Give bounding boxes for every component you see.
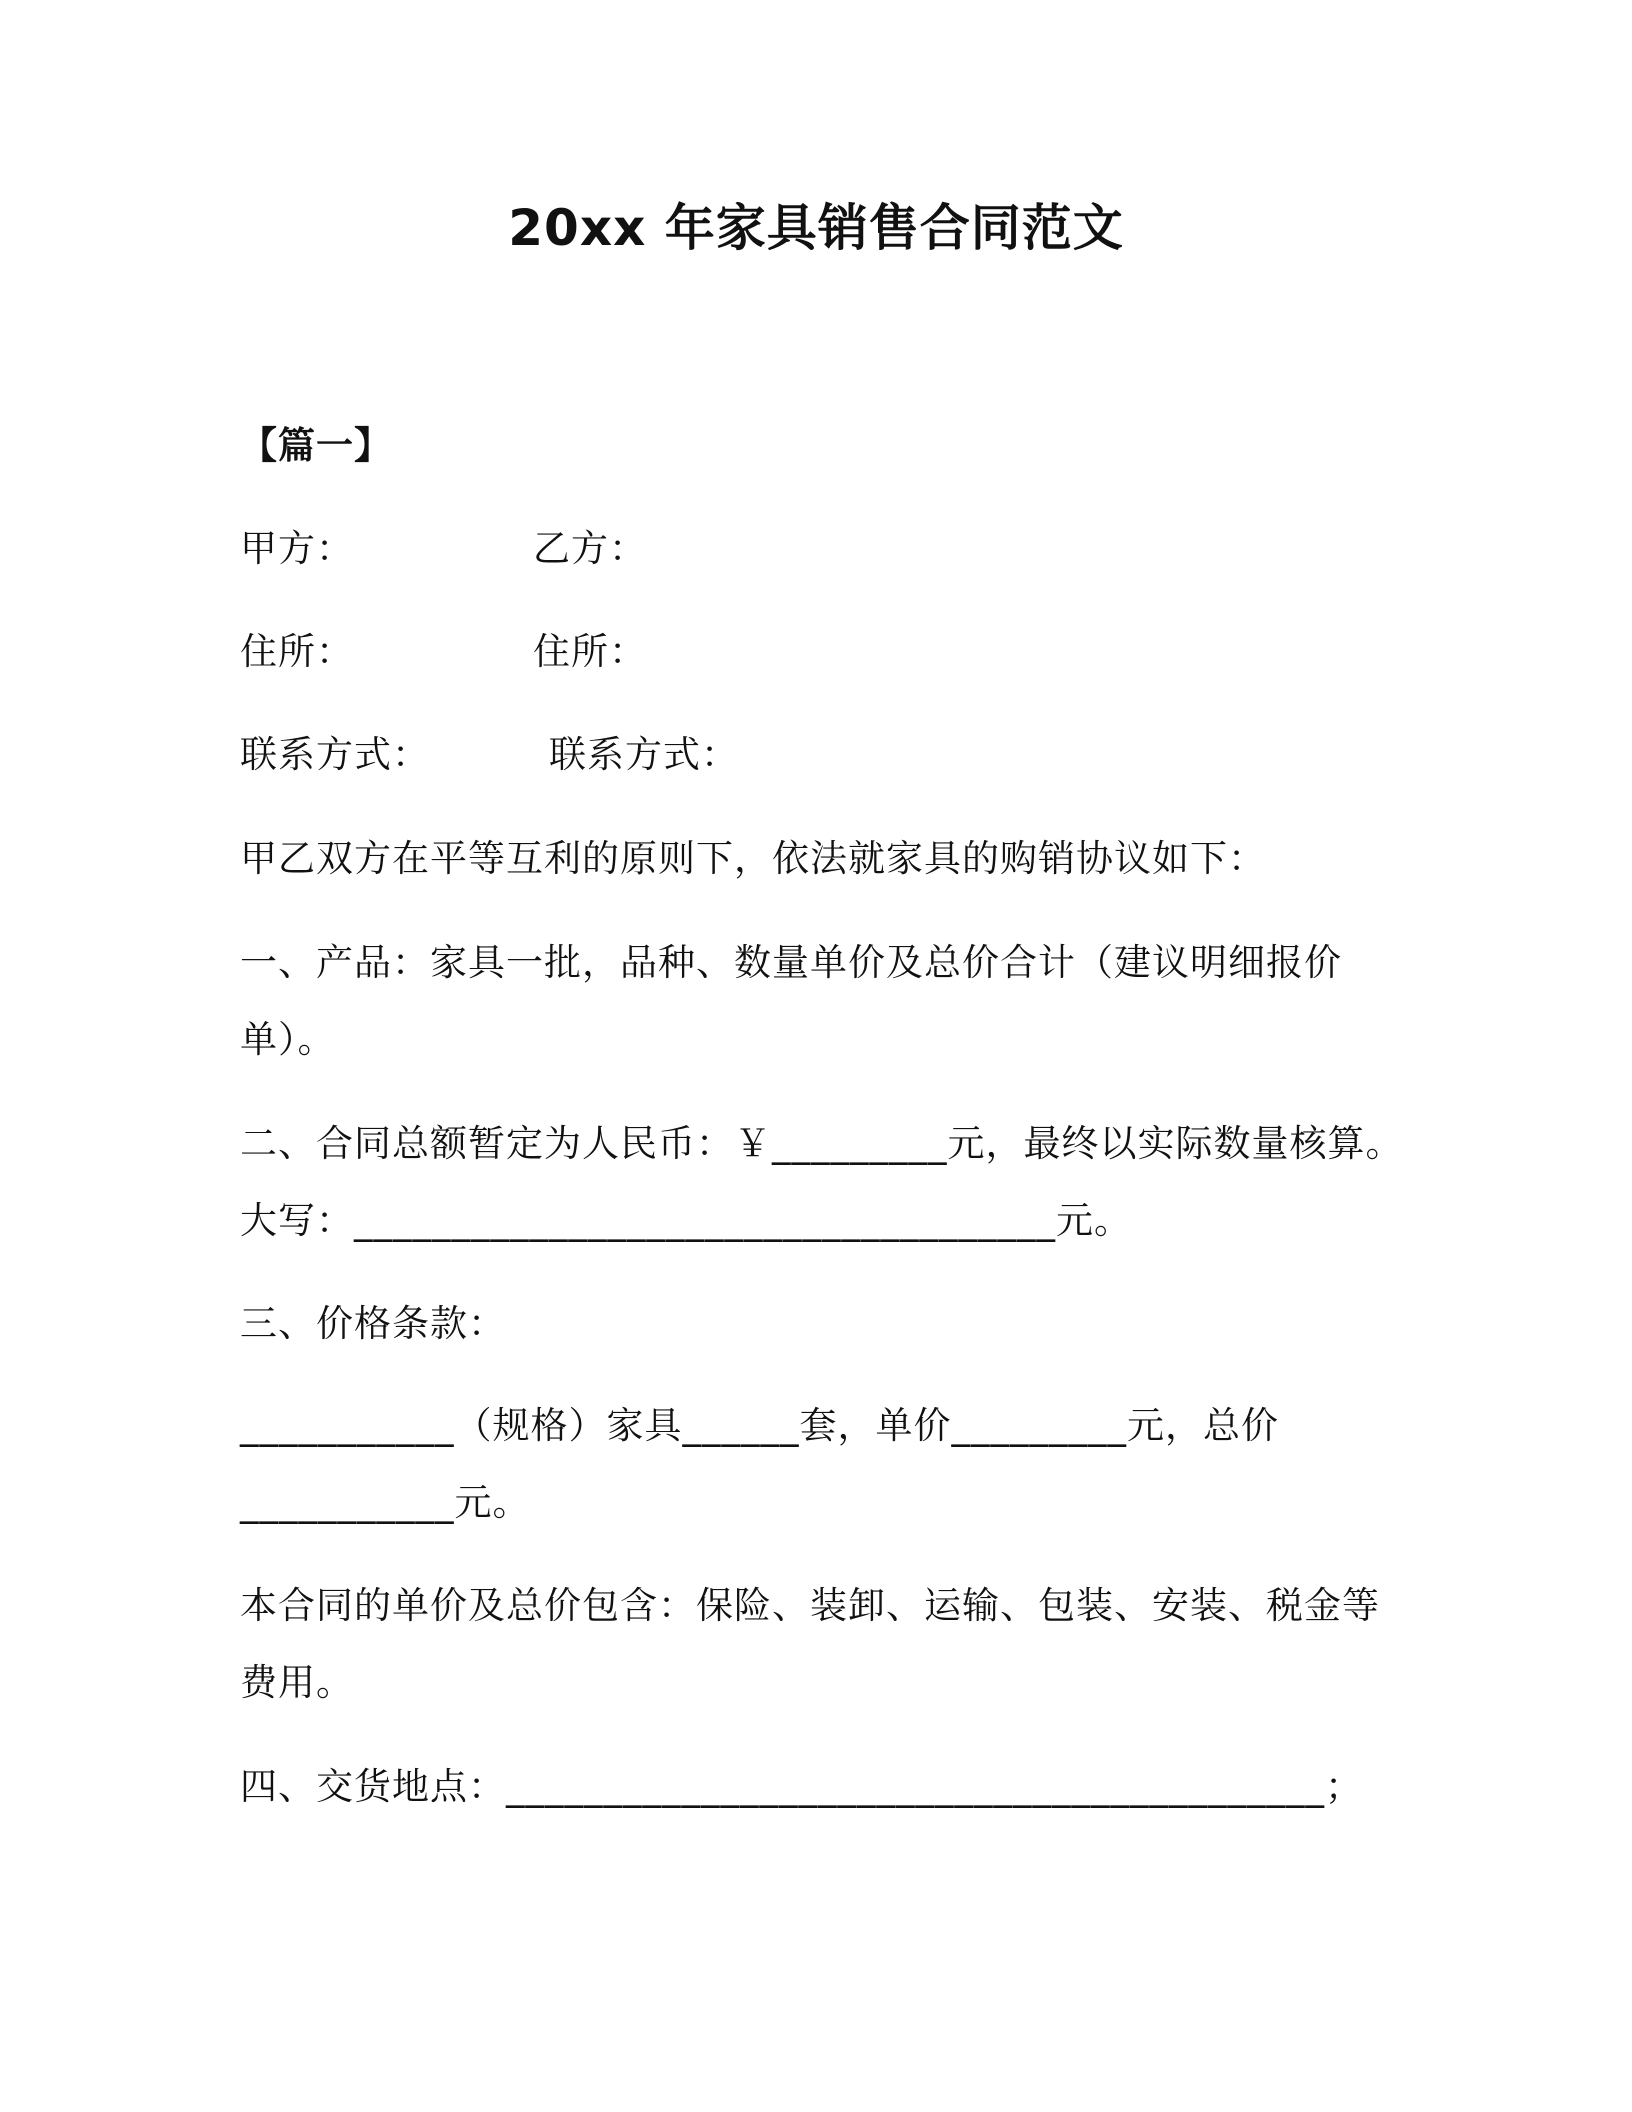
clause-1-line-2: 单）。 — [240, 1018, 336, 1061]
contact-a-label: 联系方式： — [240, 733, 430, 776]
contact-b-label: 联系方式： — [549, 733, 739, 776]
party-b-label: 乙方： — [533, 527, 647, 570]
clause-3-line-2: ___________元。 — [240, 1481, 531, 1524]
clause-3-note-line-2: 费用。 — [240, 1661, 354, 1704]
section-heading: 【篇一】 — [240, 424, 392, 467]
clause-2-line-2: 大写：____________________________________元。 — [240, 1199, 1132, 1242]
clause-3-heading: 三、价格条款： — [240, 1302, 506, 1345]
clause-4: 四、交货地点：__________________________________________； — [240, 1765, 1363, 1808]
party-a-label: 甲方： — [240, 527, 354, 570]
clause-3-note-line-1: 本合同的单价及总价包含：保险、装卸、运输、包装、安装、税金等 — [240, 1584, 1380, 1627]
document-title: 20xx 年家具销售合同范文 — [508, 199, 1124, 257]
intro-paragraph: 甲乙双方在平等互利的原则下，依法就家具的购销协议如下： — [240, 837, 1266, 880]
clause-3-line-1: ___________（规格）家具______套，单价_________元，总价 — [240, 1404, 1279, 1447]
clause-2-line-1: 二、合同总额暂定为人民币：￥_________元，最终以实际数量核算。 — [240, 1122, 1404, 1165]
clause-1-line-1: 一、产品：家具一批，品种、数量单价及总价合计（建议明细报价 — [240, 941, 1342, 984]
address-a-label: 住所： — [240, 630, 354, 673]
address-b-label: 住所： — [533, 630, 647, 673]
